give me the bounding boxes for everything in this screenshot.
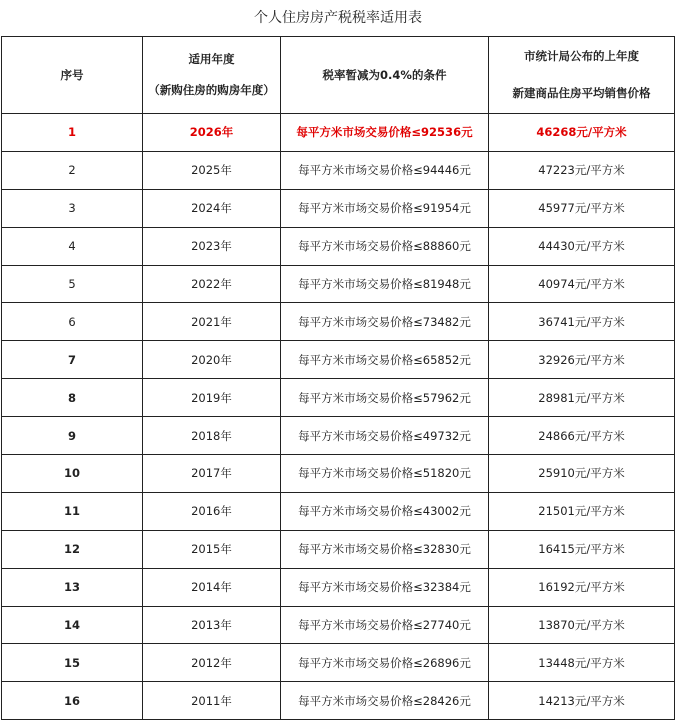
cell-seq: 10 bbox=[2, 455, 143, 493]
cell-condition: 每平方米市场交易价格≤88860元 bbox=[281, 227, 489, 265]
cell-avg-price: 21501元/平方米 bbox=[489, 492, 675, 530]
header-avg-price bbox=[489, 37, 675, 114]
cell-seq: 16 bbox=[2, 682, 143, 720]
cell-avg-price: 13448元/平方米 bbox=[489, 644, 675, 682]
table-row bbox=[2, 227, 675, 265]
cell-year: 2012年 bbox=[143, 644, 281, 682]
cell-seq: 15 bbox=[2, 644, 143, 682]
cell-year: 2020年 bbox=[143, 341, 281, 379]
cell-year: 2018年 bbox=[143, 417, 281, 455]
table-row bbox=[2, 644, 675, 682]
cell-seq: 1 bbox=[2, 114, 143, 152]
table-row bbox=[2, 114, 675, 152]
table-row bbox=[2, 417, 675, 455]
cell-condition: 每平方米市场交易价格≤51820元 bbox=[281, 455, 489, 493]
cell-year: 2021年 bbox=[143, 303, 281, 341]
table-row bbox=[2, 568, 675, 606]
cell-condition: 每平方米市场交易价格≤32384元 bbox=[281, 568, 489, 606]
cell-avg-price: 16192元/平方米 bbox=[489, 568, 675, 606]
table-row bbox=[2, 265, 675, 303]
table-title: 个人住房房产税税率适用表 bbox=[254, 10, 422, 26]
header-year bbox=[143, 37, 281, 114]
cell-seq: 5 bbox=[2, 265, 143, 303]
cell-condition: 每平方米市场交易价格≤65852元 bbox=[281, 341, 489, 379]
cell-year: 2011年 bbox=[143, 682, 281, 720]
cell-avg-price: 16415元/平方米 bbox=[489, 530, 675, 568]
cell-year: 2013年 bbox=[143, 606, 281, 644]
cell-avg-price: 13870元/平方米 bbox=[489, 606, 675, 644]
cell-avg-price: 36741元/平方米 bbox=[489, 303, 675, 341]
cell-condition: 每平方米市场交易价格≤57962元 bbox=[281, 379, 489, 417]
cell-condition: 每平方米市场交易价格≤28426元 bbox=[281, 682, 489, 720]
header-seq: 序号 bbox=[2, 37, 143, 114]
cell-year: 2022年 bbox=[143, 265, 281, 303]
header-avg-line1: 市统计局公布的上年度 bbox=[524, 49, 639, 63]
cell-year: 2014年 bbox=[143, 568, 281, 606]
tax-rate-table bbox=[1, 36, 675, 720]
header-avg-line2: 新建商品住房平均销售价格 bbox=[512, 86, 651, 100]
cell-avg-price: 40974元/平方米 bbox=[489, 265, 675, 303]
cell-year: 2017年 bbox=[143, 455, 281, 493]
cell-condition: 每平方米市场交易价格≤73482元 bbox=[281, 303, 489, 341]
cell-seq: 2 bbox=[2, 151, 143, 189]
cell-condition: 每平方米市场交易价格≤27740元 bbox=[281, 606, 489, 644]
cell-avg-price: 44430元/平方米 bbox=[489, 227, 675, 265]
cell-seq: 12 bbox=[2, 530, 143, 568]
table-row bbox=[2, 303, 675, 341]
cell-condition: 每平方米市场交易价格≤43002元 bbox=[281, 492, 489, 530]
header-year-line2: （新购住房的购房年度） bbox=[148, 83, 275, 97]
table-row bbox=[2, 492, 675, 530]
cell-avg-price: 46268元/平方米 bbox=[489, 114, 675, 152]
cell-seq: 3 bbox=[2, 189, 143, 227]
cell-avg-price: 28981元/平方米 bbox=[489, 379, 675, 417]
table-row bbox=[2, 189, 675, 227]
cell-condition: 每平方米市场交易价格≤92536元 bbox=[281, 114, 489, 152]
cell-condition: 每平方米市场交易价格≤49732元 bbox=[281, 417, 489, 455]
table-row bbox=[2, 151, 675, 189]
cell-year: 2023年 bbox=[143, 227, 281, 265]
cell-year: 2015年 bbox=[143, 530, 281, 568]
header-year-line1: 适用年度 bbox=[188, 52, 235, 66]
table-row bbox=[2, 455, 675, 493]
cell-year: 2026年 bbox=[143, 114, 281, 152]
cell-year: 2025年 bbox=[143, 151, 281, 189]
cell-condition: 每平方米市场交易价格≤91954元 bbox=[281, 189, 489, 227]
cell-avg-price: 25910元/平方米 bbox=[489, 455, 675, 493]
cell-year: 2019年 bbox=[143, 379, 281, 417]
cell-seq: 13 bbox=[2, 568, 143, 606]
header-condition: 税率暂减为0.4%的条件 bbox=[281, 37, 489, 114]
cell-seq: 4 bbox=[2, 227, 143, 265]
cell-avg-price: 47223元/平方米 bbox=[489, 151, 675, 189]
cell-condition: 每平方米市场交易价格≤26896元 bbox=[281, 644, 489, 682]
table-row bbox=[2, 379, 675, 417]
cell-condition: 每平方米市场交易价格≤94446元 bbox=[281, 151, 489, 189]
cell-avg-price: 24866元/平方米 bbox=[489, 417, 675, 455]
table-row bbox=[2, 606, 675, 644]
cell-seq: 9 bbox=[2, 417, 143, 455]
cell-seq: 14 bbox=[2, 606, 143, 644]
cell-year: 2016年 bbox=[143, 492, 281, 530]
cell-avg-price: 32926元/平方米 bbox=[489, 341, 675, 379]
table-row bbox=[2, 341, 675, 379]
header-row bbox=[2, 37, 675, 114]
table-row bbox=[2, 530, 675, 568]
cell-avg-price: 14213元/平方米 bbox=[489, 682, 675, 720]
table-body bbox=[2, 114, 675, 720]
cell-year: 2024年 bbox=[143, 189, 281, 227]
cell-seq: 8 bbox=[2, 379, 143, 417]
cell-avg-price: 45977元/平方米 bbox=[489, 189, 675, 227]
cell-seq: 7 bbox=[2, 341, 143, 379]
table-row bbox=[2, 682, 675, 720]
cell-condition: 每平方米市场交易价格≤32830元 bbox=[281, 530, 489, 568]
cell-seq: 11 bbox=[2, 492, 143, 530]
cell-seq: 6 bbox=[2, 303, 143, 341]
cell-condition: 每平方米市场交易价格≤81948元 bbox=[281, 265, 489, 303]
